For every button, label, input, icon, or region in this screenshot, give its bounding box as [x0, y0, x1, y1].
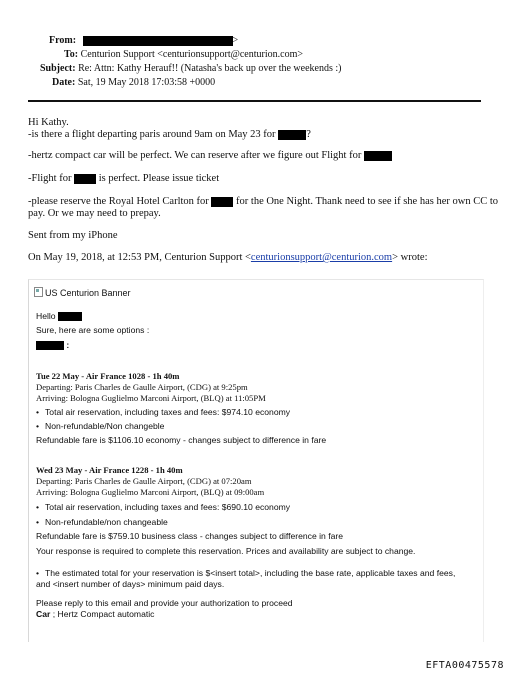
option1-bullet-1	[36, 407, 290, 418]
redacted-name	[211, 197, 233, 207]
redacted-name	[36, 341, 64, 350]
hello-line	[36, 311, 82, 322]
to-value: Centurion Support <centurionsupport@centurion.com>	[80, 49, 303, 60]
broken-image-icon	[34, 287, 43, 297]
to-label: To:	[64, 49, 79, 60]
banner-image	[34, 287, 131, 299]
from-label: From:	[49, 35, 77, 46]
option2-bullet-1-text: Total air reservation, including taxes and fees: $690.10 economy	[45, 502, 291, 512]
to-row	[64, 48, 303, 61]
quote-intro	[28, 251, 427, 264]
option2-bullet-2-text: Non-refundable/non changeable	[45, 517, 168, 527]
option1-bullet-1-text: Total air reservation, including taxes and fees: $974.10 economy	[45, 407, 291, 417]
option1-bullet-2	[36, 421, 164, 432]
option1-departing: Departing: Paris Charles de Gaulle Airport, (CDG) at 9:25pm	[36, 382, 248, 392]
subject-value: Re: Attn: Kathy Herauf!! (Natasha's back up over the weekends :)	[78, 63, 342, 74]
subject-label: Subject:	[40, 63, 76, 74]
body-line-1	[28, 128, 311, 141]
redacted-name	[364, 151, 392, 161]
bullet-icon: •	[36, 421, 40, 431]
option2-title: Wed 23 May - Air France 1228 - 1h 40m	[36, 465, 183, 475]
option1-refundable: Refundable fare is $1106.10 economy - changes subject to difference in fare	[36, 435, 327, 445]
car-line	[36, 609, 154, 620]
estimate-text: The estimated total for your reservation is $<insert total>, including the base rate, applicable taxes and fees,	[45, 568, 456, 578]
signature: Sent from my iPhone	[28, 230, 118, 241]
redacted-name	[58, 312, 82, 321]
body-line-1-end: ?	[306, 129, 311, 140]
body-line-2-text: -hertz compact car will be perfect. We can reserve after we figure out Flight for	[28, 150, 362, 161]
option2-bullet-1	[36, 502, 290, 513]
option1-title: Tue 22 May - Air France 1028 - 1h 40m	[36, 371, 180, 381]
quote-email-link[interactable]: centurionsupport@centurion.com	[250, 252, 393, 263]
greeting: Hi Kathy.	[28, 117, 69, 128]
hello-text: Hello	[36, 311, 56, 321]
reply-instruction: Please reply to this email and provide your authorization to proceed	[36, 598, 293, 608]
bullet-icon: •	[36, 568, 40, 578]
colon: :	[66, 340, 70, 350]
subject-row	[40, 62, 341, 75]
option2-bullet-2	[36, 517, 168, 528]
header-divider	[28, 100, 481, 102]
redacted-sender	[83, 36, 233, 46]
document-id: EFTA00475578	[425, 660, 504, 671]
car-label: Car	[36, 609, 51, 619]
banner-alt-text: US Centurion Banner	[45, 288, 131, 298]
quote-intro-end: > wrote:	[392, 252, 428, 263]
intro-line: Sure, here are some options :	[36, 325, 150, 335]
recipient-line	[36, 340, 69, 351]
car-value: ; Hertz Compact automatic	[50, 609, 155, 619]
from-suffix: >	[232, 35, 239, 46]
estimate-line-2: and <insert number of days> minimum paid days.	[36, 579, 225, 589]
body-line-4-text: -please reserve the Royal Hotel Carlton for	[28, 196, 209, 207]
body-line-3-end: is perfect. Please issue ticket	[98, 173, 220, 184]
body-line-2	[28, 149, 392, 162]
option1-bullet-2-text: Non-refundable/Non changeble	[45, 421, 165, 431]
estimate-bullet	[36, 568, 455, 579]
date-label: Date:	[52, 77, 76, 88]
from-row	[49, 34, 238, 47]
bullet-icon: •	[36, 517, 40, 527]
option1-arriving: Arriving: Bologna Guglielmo Marconi Airport, (BLQ) at 11:05PM	[36, 393, 266, 403]
body-line-3	[28, 172, 219, 185]
redacted-name	[278, 130, 306, 140]
body-line-1-text: -is there a flight departing paris around 9am on May 23 for	[28, 129, 276, 140]
option2-departing: Departing: Paris Charles de Gaulle Airport, (CDG) at 07:20am	[36, 476, 252, 486]
date-row	[52, 76, 215, 89]
response-required: Your response is required to complete this reservation. Prices and availability are subject to change.	[36, 546, 416, 556]
bullet-icon: •	[36, 407, 40, 417]
option2-arriving: Arriving: Bologna Guglielmo Marconi Airport, (BLQ) at 09:00am	[36, 487, 265, 497]
body-line-3-text: -Flight for	[28, 173, 72, 184]
redacted-name	[74, 174, 96, 184]
body-line-4-end: for the One Night. Thank need to see if she has her own CC to	[236, 196, 498, 207]
quote-intro-text: On May 19, 2018, at 12:53 PM, Centurion Support <	[28, 252, 251, 263]
bullet-icon: •	[36, 502, 40, 512]
option2-refundable: Refundable fare is $759.10 business class - changes subject to difference in fare	[36, 531, 344, 541]
body-line-5: pay. Or we may need to prepay.	[28, 208, 161, 219]
date-value: Sat, 19 May 2018 17:03:58 +0000	[77, 77, 216, 88]
